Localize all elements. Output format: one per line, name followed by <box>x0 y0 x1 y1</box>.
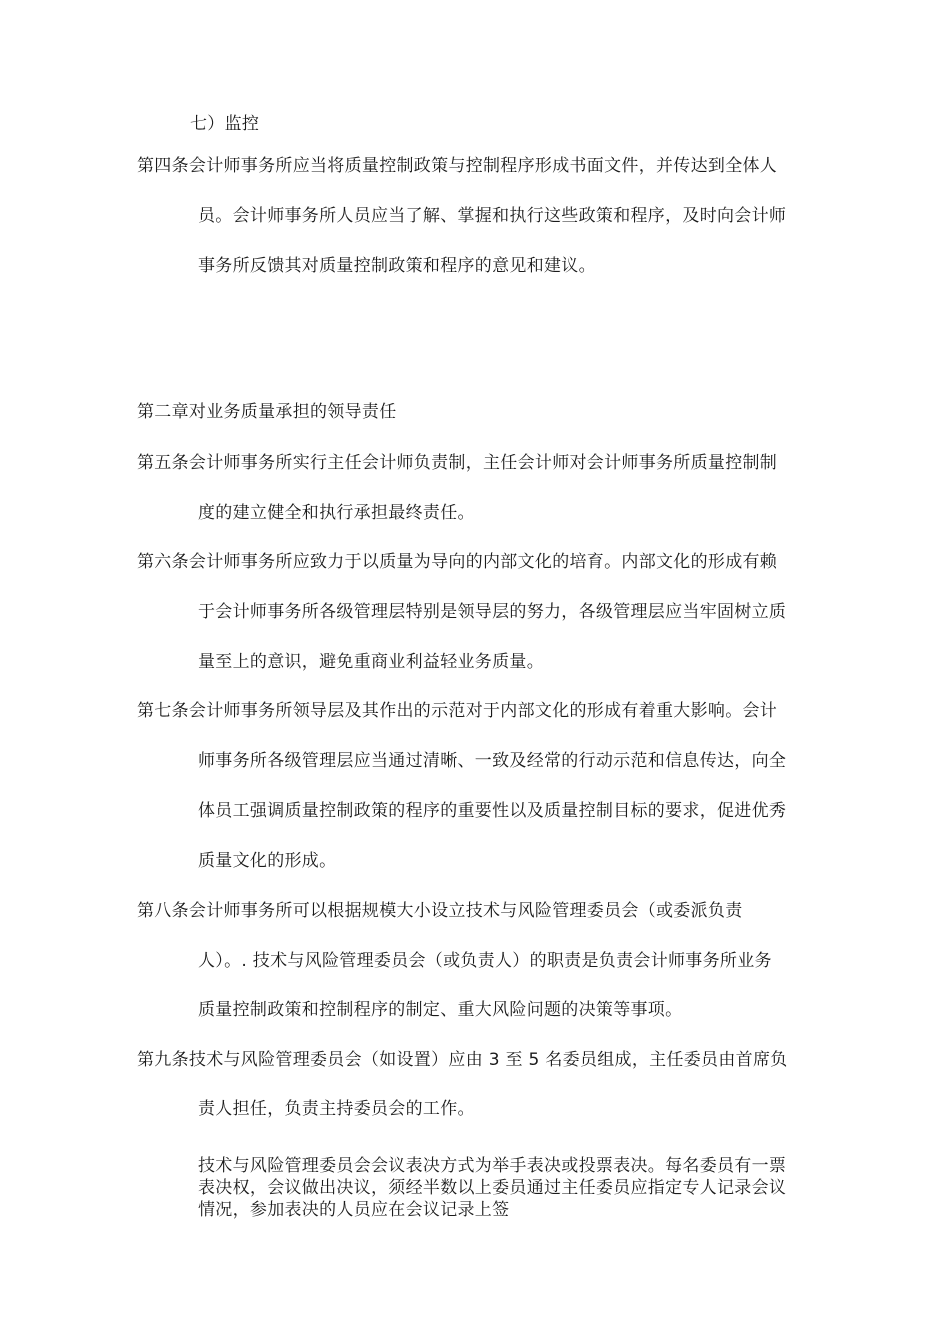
article-6-line-2: 于会计师事务所各级管理层特别是领导层的努力，各级管理层应当牢固树立质 <box>198 602 787 622</box>
voting-paragraph <box>198 1155 818 1221</box>
article-5-line-1: 第五条会计师事务所实行主任会计师负责制，主任会计师对会计师事务所质量控制制 <box>137 453 778 473</box>
item-heading-monitoring: 七）监控 <box>190 114 260 134</box>
article-8-line-3: 质量控制政策和控制程序的制定、重大风险问题的决策等事项。 <box>198 1000 683 1020</box>
article-9-line-1: 第九条技术与风险管理委员会（如设置）应由 3 至 5 名委员组成，主任委员由首席负 <box>137 1050 788 1070</box>
article-9-line-2: 责人担任，负责主持委员会的工作。 <box>198 1099 475 1119</box>
article-4-line-1: 第四条会计师事务所应当将质量控制政策与控制程序形成书面文件，并传达到全体人 <box>137 156 778 176</box>
voting-line-2: 表决权，会议做出决议，须经半数以上委员通过主任委员应指定专人记录会议 <box>198 1178 787 1198</box>
article-7-line-4: 质量文化的形成。 <box>198 851 337 871</box>
article-6-line-3: 量至上的意识，避免重商业利益轻业务质量。 <box>198 652 544 672</box>
article-7-line-2: 师事务所各级管理层应当通过清晰、一致及经常的行动示范和信息传达，向全 <box>198 751 787 771</box>
chapter-2-heading: 第二章对业务质量承担的领导责任 <box>137 402 397 422</box>
article-4-line-3: 事务所反馈其对质量控制政策和程序的意见和建议。 <box>198 256 596 276</box>
article-7-line-1: 第七条会计师事务所领导层及其作出的示范对于内部文化的形成有着重大影响。会计 <box>137 701 778 721</box>
voting-line-3: 情况，参加表决的人员应在会议记录上签 <box>198 1200 510 1220</box>
article-8-line-1: 第八条会计师事务所可以根据规模大小设立技术与风险管理委员会（或委派负责 <box>137 901 743 921</box>
article-8-line-2: 人）。. 技术与风险管理委员会（或负责人）的职责是负责会计师事务所业务 <box>198 951 772 971</box>
article-6-line-1: 第六条会计师事务所应致力于以质量为导向的内部文化的培育。内部文化的形成有赖 <box>137 552 778 572</box>
article-4-line-2: 员。会计师事务所人员应当了解、掌握和执行这些政策和程序，及时向会计师 <box>198 206 787 226</box>
article-7-line-3: 体员工强调质量控制政策的程序的重要性以及质量控制目标的要求，促进优秀 <box>198 801 787 821</box>
voting-line-1: 技术与风险管理委员会会议表决方式为举手表决或投票表决。每名委员有一票 <box>198 1156 787 1176</box>
article-5-line-2: 度的建立健全和执行承担最终责任。 <box>198 503 475 523</box>
